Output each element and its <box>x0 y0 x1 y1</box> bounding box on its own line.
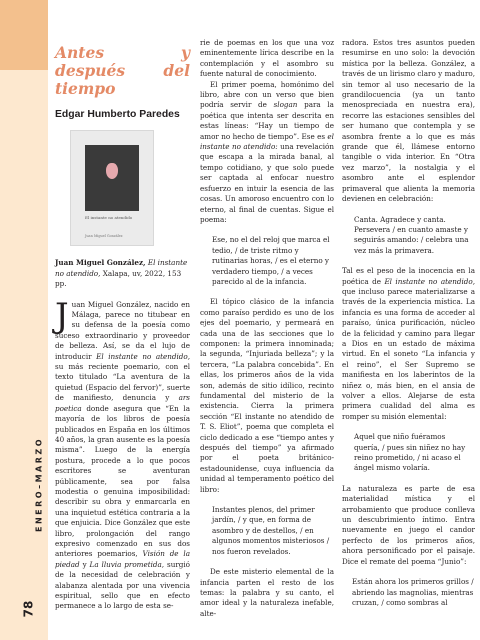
caption-author: Juan Miguel González, <box>55 258 146 268</box>
body-paragraph: El tópico clásico de la infancia como paraíso perdido es uno de los ejes del poemario, y permeará en cada una de las secciones que lo componen: la primera innominada; la segunda, “Injuriada belleza”; y la tercera, “La palabra concebida”. En ellas, los primeros años de la vida son, además de sitio idílico, recinto fundamental del misterio de la existencia. Cierra la primera sección “El instante no atendido de T. S. Eliot”, poema que completa el ciclo dedicado a ese “tiempo antes y después del tiempo” ya afirmado por el poeta británico-estadounidense, cuya influencia da unidad al temperamento poético del libro: <box>200 297 334 494</box>
italic-phrase: el instante no atendido: <box>200 131 334 152</box>
italic-phrase: ars poetica <box>55 393 190 413</box>
text-run: El primer poema, homónimo del libro, abre con un verso que bien podría servir de <box>200 79 334 110</box>
caption-book: El instante no atendido, <box>55 258 188 278</box>
cover-title: El instante no atendido <box>85 215 133 221</box>
poem-quote: Ese, no el del reloj que marca el tedio, / de triste ritmo y rutinarias horas, / es el eterno y verdadero tiempo, / a veces parecido al de la infancia. <box>212 235 330 286</box>
body-paragraph: rie de poemas en los que una voz eminentemente lírica describe en la contemplación y el asombro su fuente natural de conocimiento. <box>200 38 334 79</box>
text-run: y <box>82 559 87 569</box>
text-run: uan Miguel González, nacido en Málaga, parece no titubear en su defensa de la poesía como suceso extraordinario y proveedor de belleza. Así, se da el lujo de introducir <box>55 299 190 361</box>
text-run: Tal es el peso de la inocencia en la poética de <box>342 266 475 286</box>
book-title: Visión de la piedad <box>55 549 190 569</box>
sidebar <box>0 0 48 640</box>
body-paragraph: La naturaleza es parte de esa materialidad mística y el arrobamiento que produce conlleva un descubrimiento íntimo. Entra nuevamente en juego el candor perfecto de los primeros años, ahora personificado por el paisaje. Dice el remate del poema “Junio”: <box>342 483 475 566</box>
poem-quote: Aquel que niño fuéramos quería, / pues sin niñez no hay reino prometido, / ni acaso el ángel mismo volaría. <box>354 432 466 473</box>
book-cover-image <box>70 130 154 246</box>
drop-cap: J <box>55 295 69 336</box>
body-paragraph <box>200 80 334 226</box>
caption-details: Xalapa, uv, 2022, 153 pp. <box>55 268 182 289</box>
body-paragraph: De este misterio elemental de la infancia parten el resto de los temas: la palabra y su canto, el amor ideal y la naturaleza inefable, alte- <box>200 567 334 618</box>
cover-artwork <box>85 145 139 211</box>
book-title: El instante no atendido, <box>96 351 190 361</box>
cover-author: Juan Miguel González <box>85 234 123 239</box>
text-run: una revelación que escapa a la mirada banal, al tempo cotidiano, y que solo puede ser captada al enfocar nuestro esfuerzo en intuir la esencia de las cosas. Un amoroso encuentro con lo eterno, al final de cuentas. Sigue el poema: <box>200 142 334 224</box>
text-run: para la poética que intenta ser descrita en estas líneas: “Hay un tiempo de amor no hecho de tiempo”. Ese es <box>200 100 334 141</box>
column-1 <box>55 38 190 612</box>
article-title: Antes y después del tiempo <box>55 43 190 98</box>
page-number <box>21 598 44 624</box>
article-author: Edgar Humberto Paredes <box>55 109 180 120</box>
body-paragraph <box>342 266 475 422</box>
sidebar-top-band <box>0 0 48 70</box>
text-run: donde asegura que “En la mayoría de los libros de poesía publicados en España en los últimos 40 años, la gran ausente es la poesía misma”. Luego de la energía postura, procede a lo que pocos escritores se aventuran públicamente, sea por falsa modestia o genuina imposibilidad: describir su obra y enmarcarla en una inquietud estética contraria a la que enjuicia. Dice González que este libro, prolongación del rango expresivo comenzado en sus dos anteriores poemarios, <box>55 403 190 559</box>
text-run: su más reciente poemario, con el texto titulado “La aventura de la quietud (Espacio del fervor)”, suerte de manifiesto, denuncia y <box>55 362 190 403</box>
section-months <box>34 430 44 550</box>
heart-icon <box>106 163 118 179</box>
italic-phrase: slogan <box>273 100 298 110</box>
page-number-label: 78 <box>21 600 36 618</box>
book-title: El instante no atendido, <box>384 276 475 286</box>
months-label: ENERO–MARZO <box>34 437 44 532</box>
column-3 <box>342 38 475 618</box>
poem-quote: Canta. Agradece y canta. Persevera / en cuanto amaste y seguirás amando: / celebra una vez más la primavera. <box>354 214 469 255</box>
book-title: La lluvia prometida, <box>89 559 165 569</box>
poem-quote: Instantes plenos, del primer jardín, / y que, en forma de asombro y de destellos, / en algunos momentos misteriosos / nos fueron revelados. <box>212 505 330 556</box>
body-paragraph: radora. Estos tres asuntos pueden resumirse en uno solo: la devoción mística por la belleza. González, a través de un lirismo claro y maduro, sin temor al uso necesario de la grandilocuencia (ya un tanto menospreciada en nuestra era), recorre las estaciones sensibles del ser humano que contempla y se asombra frente a lo que es más grande que él, llámese entorno tangible o vida interior. En “Otra vez marzo”, la nostalgia y el asombro ante el esplendor primaveral que alienta la memoria devienen en celebración: <box>342 38 475 204</box>
text-run: que incluso parece materializarse a través de la experiencia mística. La infancia es una forma de acceder al paraíso, única purificación, núcleo de la felicidad y camino para llegar a Dios en un estado de máxima virtud. En el soneto “La infancia y el reino”, el Ser Supremo se manifiesta en los laberintos de la niñez o, más bien, en el ansia de volver a ellos. Alejarse de esta primera cualidad del alma es romper su misión elemental: <box>342 286 475 421</box>
image-caption <box>55 258 190 289</box>
poem-quote: Están ahora los primeros grillos / abriendo las magnolias, mientras cruzan, / como sombras al <box>352 577 474 607</box>
text-run: surgió de la necesidad de celebración y alabanza alentada por una vivencia espiritual, sello que en efecto permanece a lo largo de esta se- <box>55 559 190 611</box>
body-paragraph <box>55 295 190 612</box>
column-2 <box>200 38 334 619</box>
